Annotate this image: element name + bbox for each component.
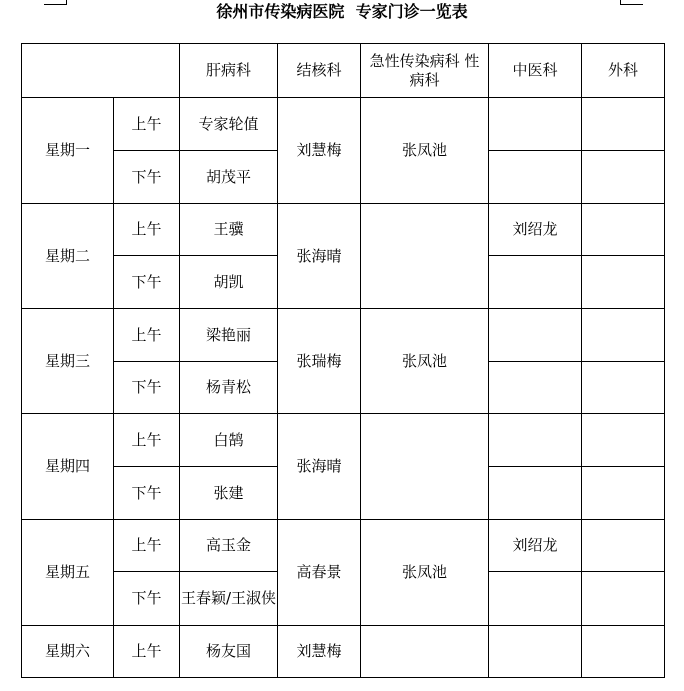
day-cell: 星期三 [22,309,114,414]
surgery-cell [582,572,665,626]
schedule-table [21,43,665,678]
liver-cell: 王春颖/王淑侠 [180,572,278,626]
header-tcm: 中医科 [489,44,582,98]
surgery-cell [582,309,665,362]
header-liver: 肝病科 [180,44,278,98]
day-cell: 星期二 [22,204,114,309]
tcm-cell [489,98,582,151]
surgery-cell [582,151,665,204]
surgery-cell [582,362,665,414]
tcm-cell: 刘绍龙 [489,204,582,256]
table-row [22,309,665,362]
tcm-cell [489,151,582,204]
period-cell: 上午 [114,204,180,256]
surgery-cell [582,256,665,309]
day-cell: 星期四 [22,414,114,520]
period-cell: 上午 [114,309,180,362]
acute-cell [361,204,489,309]
day-cell: 星期六 [22,626,114,678]
liver-cell: 杨青松 [180,362,278,414]
liver-cell: 专家轮值 [180,98,278,151]
acute-cell: 张凤池 [361,98,489,204]
period-cell: 下午 [114,362,180,414]
acute-cell [361,414,489,520]
liver-cell: 白鹄 [180,414,278,467]
tb-cell: 张瑞梅 [278,309,361,414]
header-row [22,44,665,98]
page-title: 徐州市传染病医院 专家门诊一览表 [216,2,468,21]
period-cell: 下午 [114,572,180,626]
period-cell: 上午 [114,520,180,572]
surgery-cell [582,467,665,520]
period-cell: 下午 [114,256,180,309]
surgery-cell [582,98,665,151]
header-blank-cell [22,44,180,98]
tcm-cell [489,626,582,678]
day-cell: 星期一 [22,98,114,204]
tcm-cell [489,414,582,467]
acute-cell [361,626,489,678]
tcm-cell: 刘绍龙 [489,520,582,572]
tcm-cell [489,256,582,309]
header-surgery: 外科 [582,44,665,98]
table-row [22,414,665,467]
tb-cell: 张海晴 [278,414,361,520]
tcm-cell [489,309,582,362]
liver-cell: 杨友国 [180,626,278,678]
tb-cell: 刘慧梅 [278,626,361,678]
table-row [22,520,665,572]
period-cell: 上午 [114,414,180,467]
period-cell: 下午 [114,151,180,204]
liver-cell: 胡凯 [180,256,278,309]
tcm-cell [489,362,582,414]
tcm-cell [489,467,582,520]
tb-cell: 高春景 [278,520,361,626]
period-cell: 上午 [114,98,180,151]
table-row [22,204,665,256]
acute-cell: 张凤池 [361,309,489,414]
liver-cell: 王骥 [180,204,278,256]
surgery-cell [582,626,665,678]
liver-cell: 高玉金 [180,520,278,572]
period-cell: 下午 [114,467,180,520]
liver-cell: 张建 [180,467,278,520]
acute-cell: 张凤池 [361,520,489,626]
liver-cell: 胡茂平 [180,151,278,204]
tb-cell: 刘慧梅 [278,98,361,204]
surgery-cell [582,520,665,572]
liver-cell: 梁艳丽 [180,309,278,362]
table-row [22,626,665,678]
surgery-cell [582,414,665,467]
header-acute: 急性传染病科 性病科 [361,44,489,98]
header-tb: 结核科 [278,44,361,98]
table-row [22,98,665,151]
surgery-cell [582,204,665,256]
period-cell: 上午 [114,626,180,678]
tcm-cell [489,572,582,626]
tb-cell: 张海晴 [278,204,361,309]
day-cell: 星期五 [22,520,114,626]
